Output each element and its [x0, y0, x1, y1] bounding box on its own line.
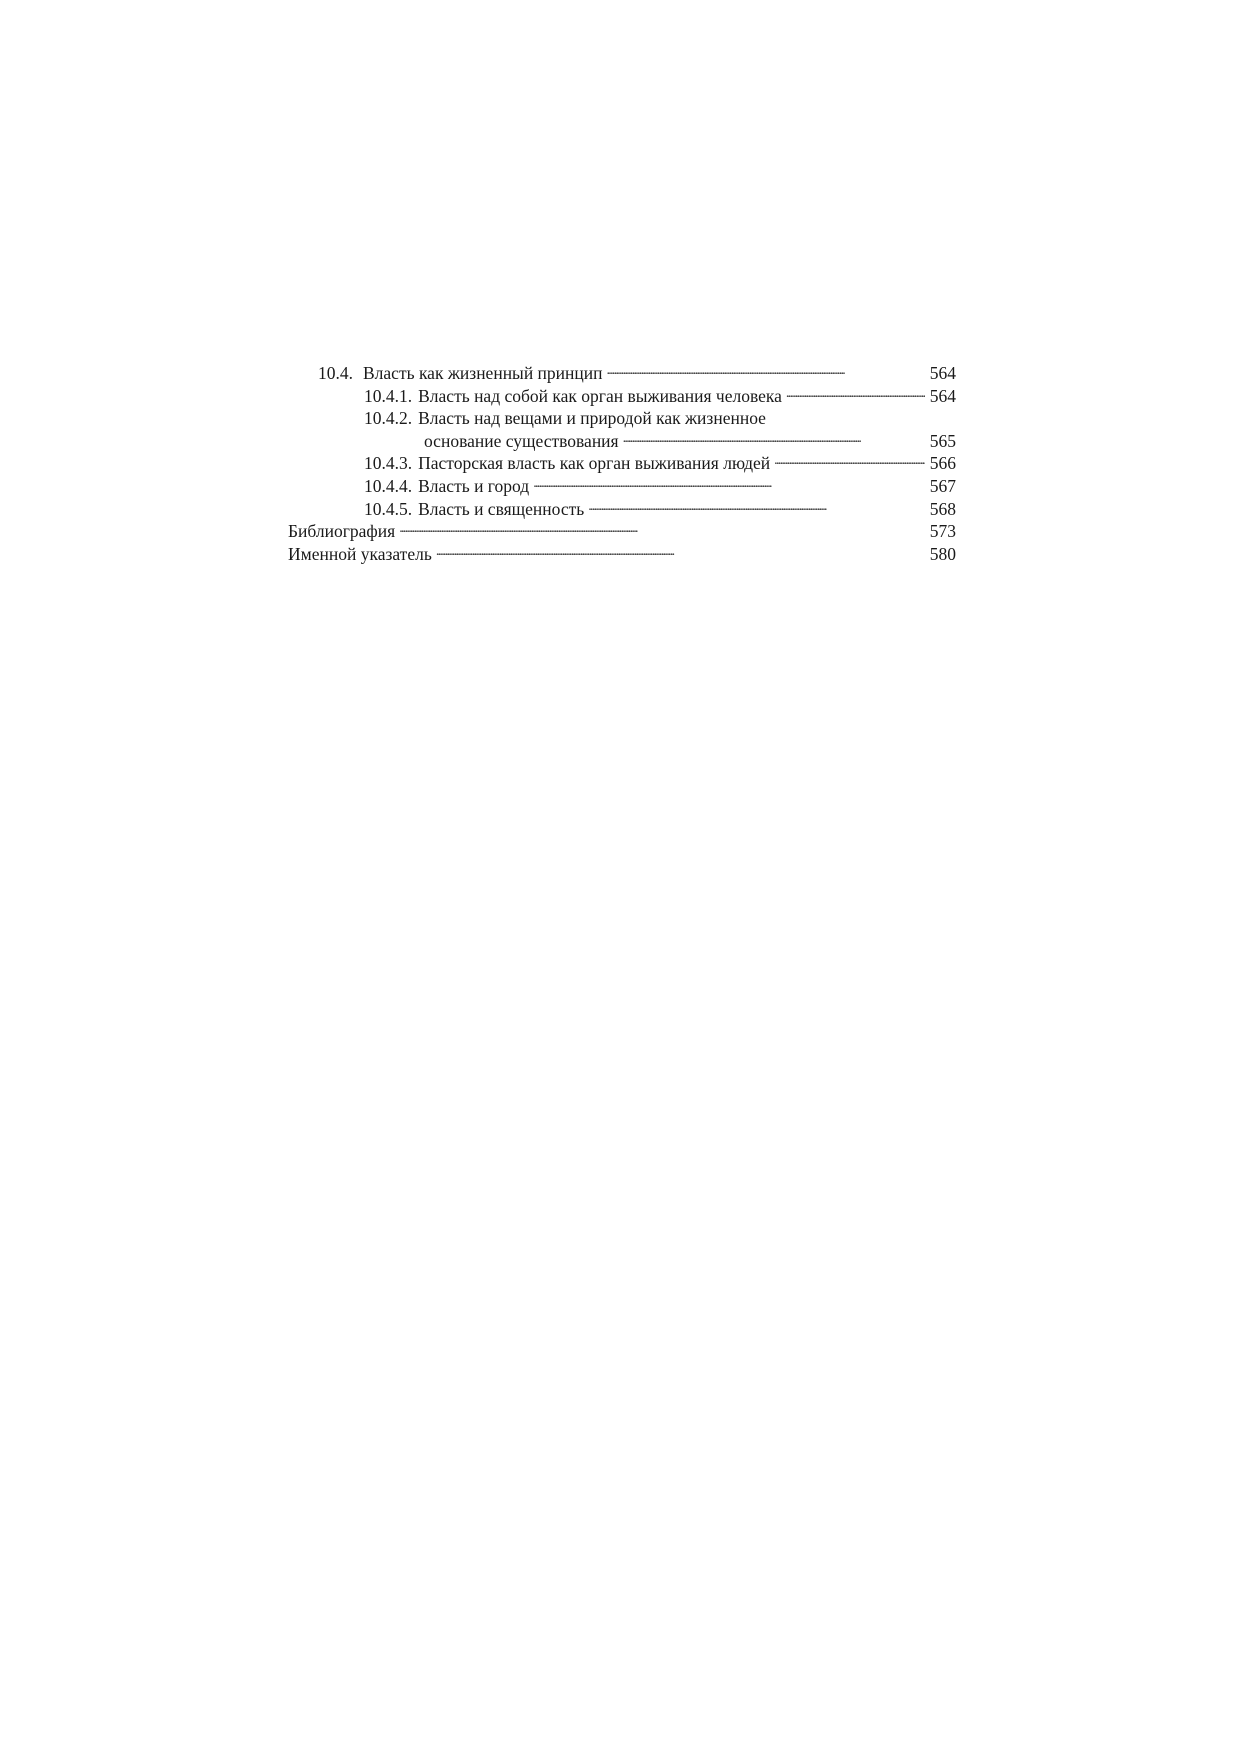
toc-entry-title-continuation: основание существования [424, 430, 619, 451]
toc-entry-number: 10.4. [318, 363, 353, 383]
toc-entry-10-4-4[interactable] [288, 475, 956, 498]
toc-entry-title: Пасторская власть как орган выживания людей [418, 453, 771, 474]
toc-entry-title: Власть и город [418, 475, 530, 496]
toc-entry-10-4-1[interactable] [288, 385, 956, 408]
table-of-contents [288, 362, 956, 565]
dot-leader [623, 433, 925, 447]
toc-entry-page: 566 [929, 453, 956, 474]
dot-leader [786, 388, 925, 402]
toc-entry-title: Именной указатель [288, 543, 432, 564]
toc-entry-number: 10.4.4. [364, 475, 413, 496]
toc-entry-bibliography[interactable] [288, 520, 956, 543]
toc-entry-title: Власть как жизненный принцип [363, 363, 603, 383]
toc-entry-10-4-2[interactable] [288, 407, 956, 430]
toc-entry-number: 10.4.3. [364, 453, 413, 474]
toc-entry-page: 567 [929, 475, 956, 496]
toc-entry-name-index[interactable] [288, 543, 956, 566]
toc-entry-number: 10.4.2. [364, 408, 413, 429]
toc-entry-title: Власть над вещами и природой как жизненное [418, 408, 766, 429]
dot-leader [436, 546, 925, 560]
toc-entry-title: Библиография [288, 521, 396, 542]
dot-leader [588, 501, 925, 515]
toc-entry-title: Власть и священность [418, 498, 585, 519]
toc-entry-page: 580 [929, 543, 956, 564]
dot-leader [533, 478, 925, 492]
toc-entry-10-4-2-continuation[interactable] [288, 430, 956, 453]
dot-leader [607, 365, 926, 379]
toc-entry-page: 564 [929, 385, 956, 406]
dot-leader [399, 523, 925, 537]
toc-entry-page: 573 [929, 521, 956, 542]
dot-leader [774, 455, 925, 469]
toc-entry-title: Власть над собой как орган выживания человека [418, 385, 782, 406]
toc-entry-page: 565 [929, 430, 956, 451]
toc-entry-10-4-5[interactable] [288, 498, 956, 521]
toc-entry-number: 10.4.1. [364, 385, 413, 406]
toc-entry-10-4[interactable] [288, 362, 956, 385]
toc-entry-page: 568 [929, 498, 956, 519]
toc-entry-10-4-3[interactable] [288, 452, 956, 475]
toc-entry-page: 564 [929, 363, 956, 383]
toc-entry-number: 10.4.5. [364, 498, 413, 519]
